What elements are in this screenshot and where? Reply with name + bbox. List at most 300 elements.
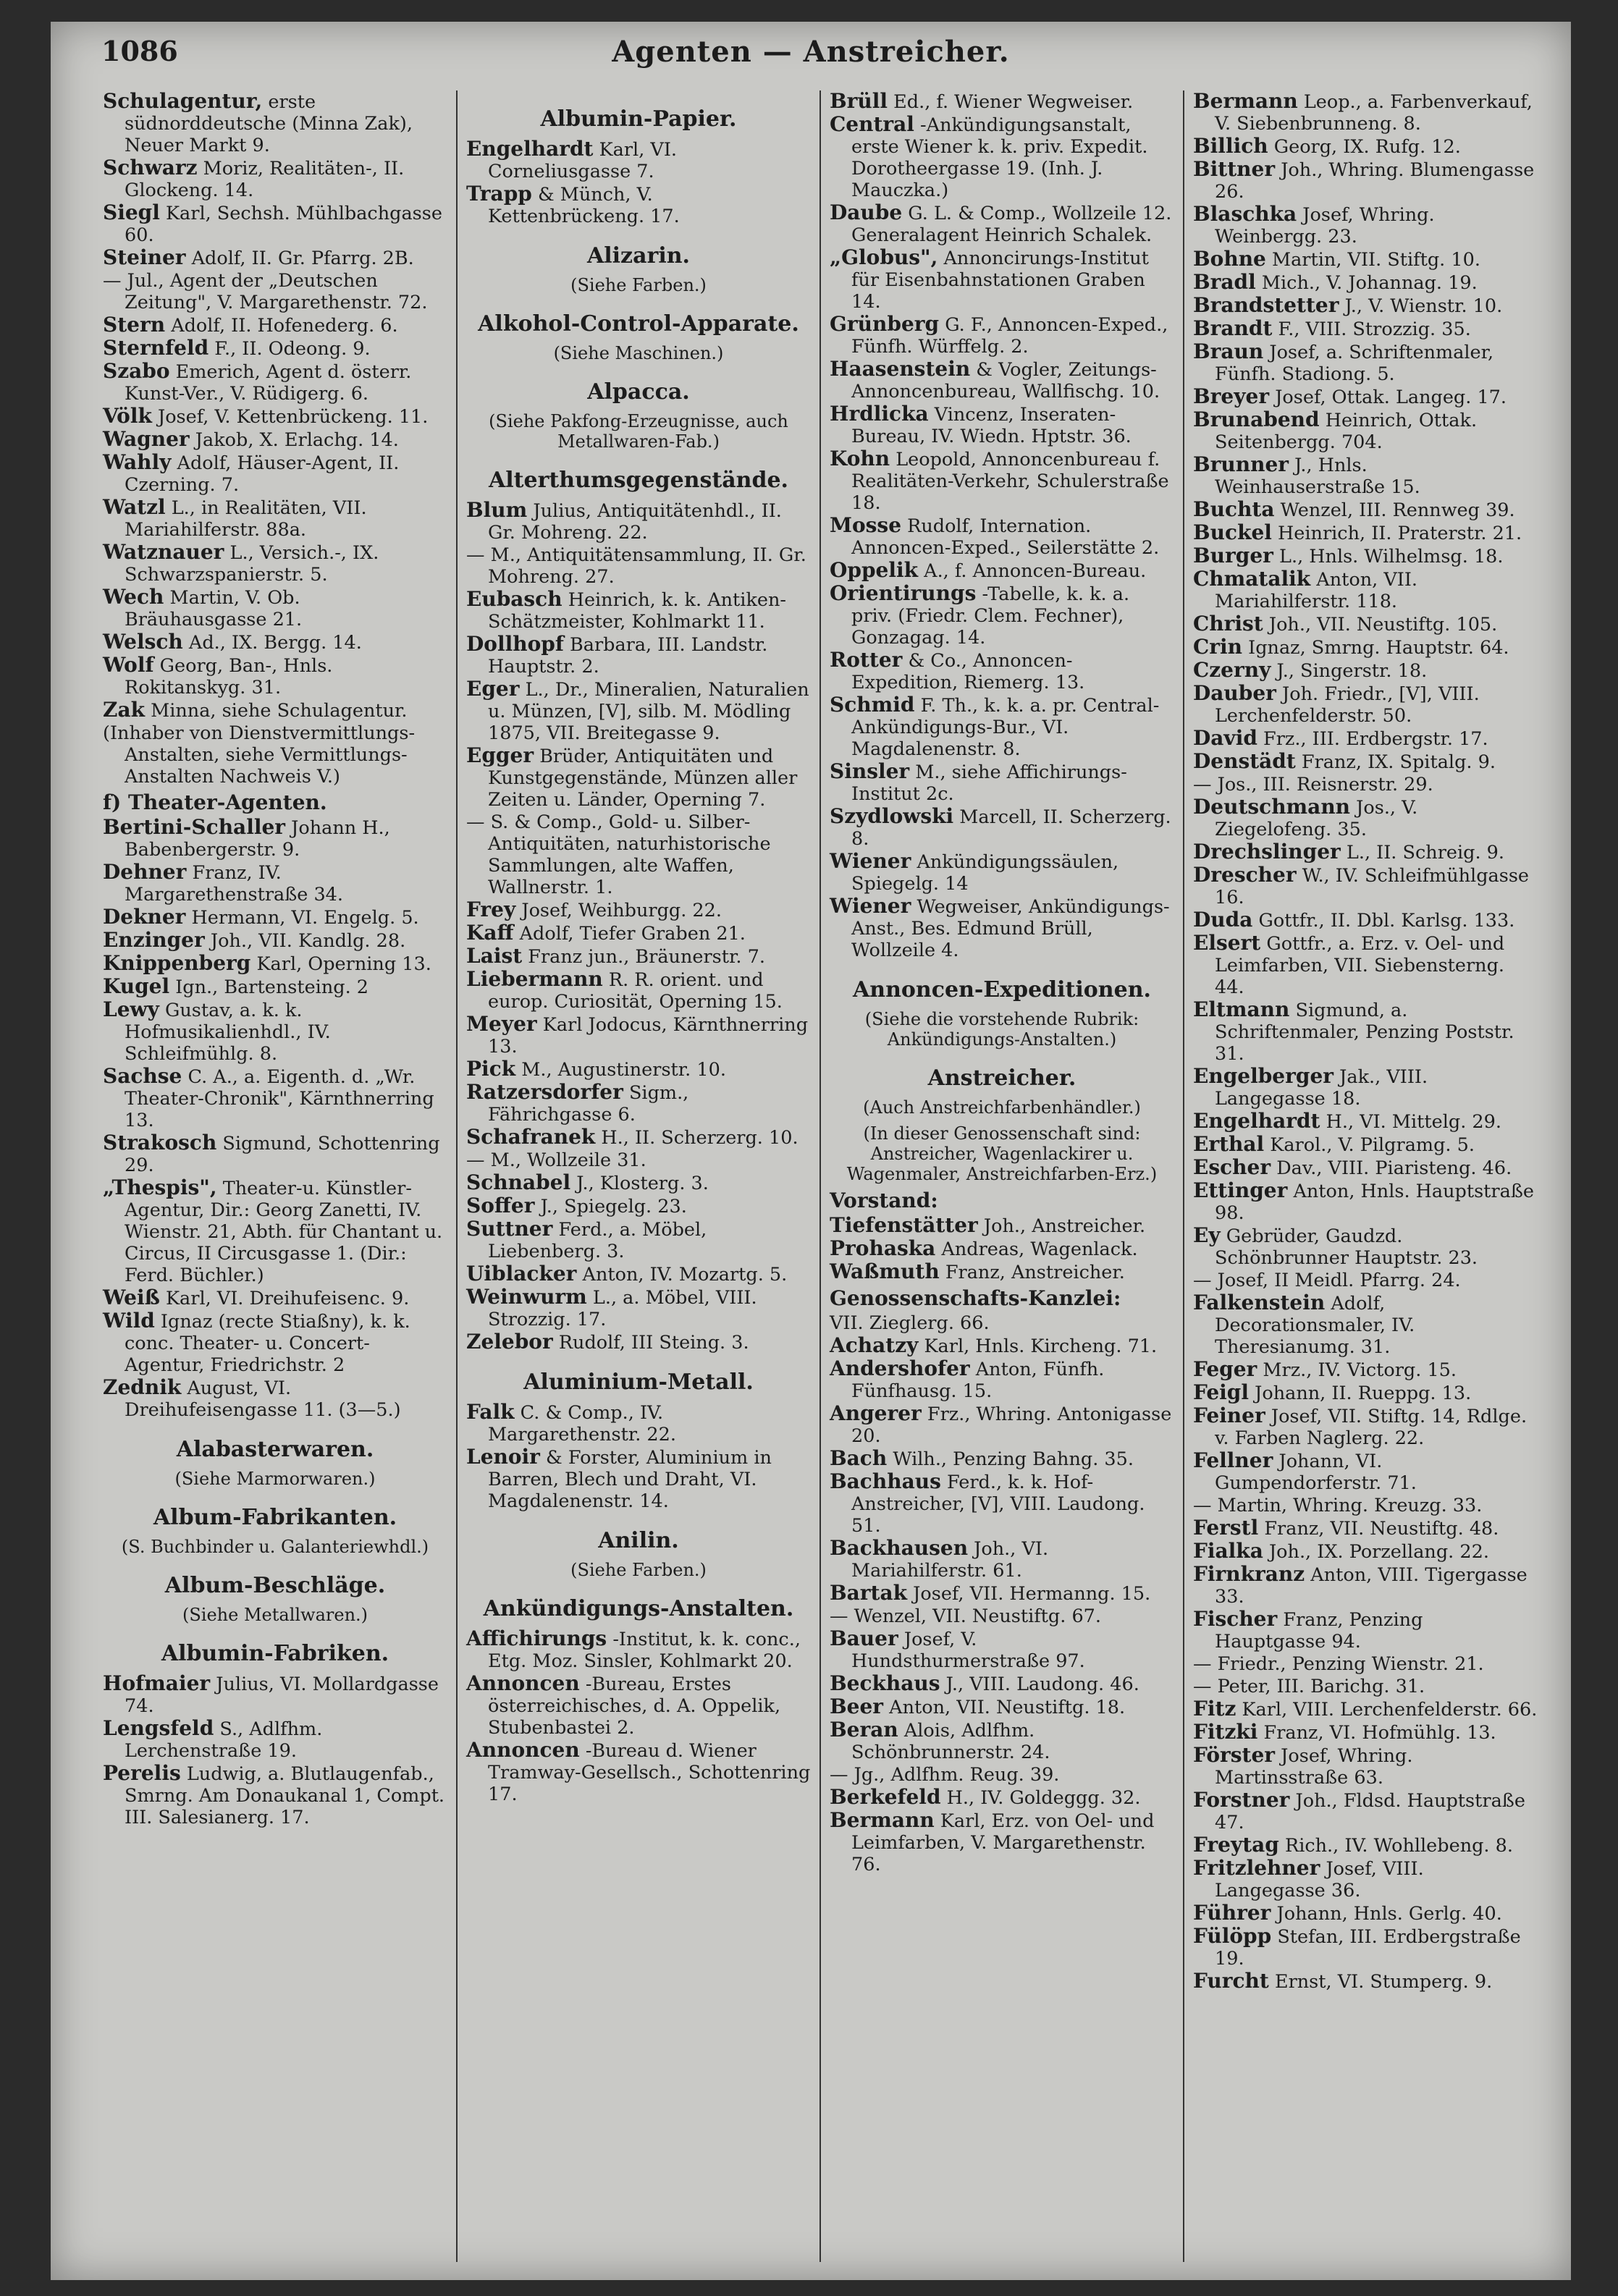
entry-details: Joh., IX. Porzellang. 22. [1268, 1541, 1489, 1563]
entry-details: -Ankündigungsanstalt, erste Wiener k. k. priv. Expedit. Dorotheergasse 19. (Inh. J. Mauczka.) [851, 114, 1148, 201]
entry-details: Karl, Erz. von Oel- und Leimfarben, V. Margarethenstr. 76. [851, 1810, 1155, 1875]
cross-reference-note: (Siehe Marmorwaren.) [174, 1469, 376, 1489]
entry-details: Mrz., IV. Victorg. 15. [1263, 1359, 1457, 1381]
entry-details: Georg, IX. Rufg. 12. [1273, 136, 1461, 158]
entry-details: Joh., VII. Kandlg. 28. [210, 930, 406, 952]
entry-name: Fitzki [1193, 1720, 1258, 1744]
directory-entry [830, 560, 1174, 582]
entry-details: Andreas, Wagenlack. [941, 1238, 1138, 1260]
directory-entry [1193, 659, 1539, 682]
entry-details: Annoncirungs-Institut für Eisenbahnstationen Graben 14. [851, 248, 1149, 313]
entry-name: Crin [1193, 635, 1243, 659]
entry-name: Dekner [103, 905, 186, 929]
entry-name: Brüll [830, 90, 888, 113]
directory-entry [103, 722, 447, 788]
subsection-heading: f) Theater-Agenten. [103, 790, 327, 814]
directory-entry [830, 694, 1174, 760]
entry-name: Bradl [1193, 270, 1256, 294]
directory-entry [830, 1696, 1174, 1718]
entry-name: Berkefeld [830, 1785, 941, 1809]
directory-entry [466, 1013, 811, 1058]
entry-details: Georg, Ban-, Hnls. Rokitanskyg. 31. [125, 655, 333, 698]
entry-name: Fitz [1193, 1697, 1236, 1721]
directory-entry [466, 745, 811, 811]
entry-name: Brandt [1193, 316, 1273, 340]
entry-details: Karol., V. Pilgramg. 5. [1270, 1134, 1475, 1156]
entry-details: Gebrüder, Gaudzd. Schönbrunner Hauptstr. 23. [1215, 1225, 1478, 1269]
entry-details: Sigmund, a. Schriftenmaler, Penzing Poststr. 31. [1215, 1000, 1514, 1065]
entry-details: Franz, VII. Neustiftg. 48. [1264, 1518, 1499, 1540]
entry-name: Firnkranz [1193, 1562, 1305, 1586]
entry-details: -Tabelle, k. k. a. priv. (Friedr. Clem. Fechner), Gonzagag. 14. [851, 583, 1130, 649]
entry-name: Elsert [1193, 931, 1261, 955]
entry-details: Dav., VIII. Piaristeng. 46. [1276, 1157, 1512, 1179]
entry-details: Adolf, II. Hofenederg. 6. [171, 315, 398, 337]
entry-name: Hofmaier [103, 1671, 211, 1695]
section-heading: Alpacca. [587, 379, 690, 405]
entry-details: Karl, VIII. Lerchenfelderstr. 66. [1242, 1699, 1538, 1721]
entry-name: Backhausen [830, 1536, 969, 1560]
directory-entry [830, 515, 1174, 559]
entry-name: Falk [466, 1400, 515, 1424]
directory-entry [1193, 1495, 1539, 1516]
entry-name: Fritzlehner [1193, 1856, 1320, 1880]
entry-details: Johann, VI. Gumpendorferstr. 71. [1215, 1451, 1417, 1494]
directory-entry [466, 945, 811, 968]
directory-entry [1193, 1653, 1539, 1675]
directory-entry [1193, 1857, 1539, 1902]
directory-entry [1193, 545, 1539, 567]
entry-details: Anton, Fünfh. Fünfhausg. 15. [851, 1359, 1105, 1402]
directory-entry [1193, 1970, 1539, 1993]
directory-entry [1193, 1270, 1539, 1291]
entry-details: Josef, VII. Stiftg. 14, Rdlge. v. Farben Naglerg. 22. [1215, 1406, 1528, 1449]
directory-entry [830, 761, 1174, 805]
directory-entry [1193, 409, 1539, 453]
directory-entry [103, 586, 447, 630]
directory-entry [1193, 774, 1539, 795]
entry-name: Eubasch [466, 587, 562, 611]
entry-name: Zednik [103, 1375, 182, 1399]
cross-reference-note: (In dieser Genossenschaft sind: Anstreicher, Wagenlackirer u. Wagenmaler, Anstreichfarben-Erz.) [846, 1123, 1158, 1184]
entry-name: Ettinger [1193, 1178, 1288, 1202]
entry-details: — M., Antiquitätensammlung, II. Gr. Mohreng. 27. [466, 544, 806, 588]
entry-name: Fellner [1193, 1448, 1273, 1472]
entry-details: Franz, IV. Margarethenstraße 34. [125, 862, 344, 906]
entry-details: Josef, V. Hundsthurmerstraße 97. [851, 1629, 1085, 1672]
directory-entry [1193, 271, 1539, 294]
entry-details: Rich., IV. Wohllebeng. 8. [1285, 1835, 1513, 1857]
entry-name: Falkenstein [1193, 1291, 1326, 1314]
entry-name: Waßmuth [830, 1259, 940, 1283]
entry-name: Czerny [1193, 658, 1271, 682]
entry-name: „Globus", [830, 245, 938, 269]
directory-entry [466, 1331, 811, 1354]
directory-entry [830, 649, 1174, 693]
entry-name: Buckel [1193, 520, 1272, 544]
entry-details: Julius, Antiquitätenhdl., II. Gr. Mohreng. 22. [488, 500, 782, 544]
directory-entry [1193, 1517, 1539, 1540]
entry-name: Trapp [466, 182, 532, 206]
entry-name: Ey [1193, 1223, 1221, 1247]
directory-entry [103, 247, 447, 269]
entry-name: Daube [830, 201, 903, 224]
entry-details: Jak., VIII. Langegasse 18. [1215, 1066, 1428, 1110]
entry-details: S., Adlfhm. Lerchenstraße 19. [125, 1718, 323, 1762]
directory-entry [466, 678, 811, 744]
section-heading: Alterthumsgegenstände. [489, 468, 788, 493]
directory-entry [1193, 203, 1539, 248]
directory-entry [103, 270, 447, 313]
entry-name: Frey [466, 898, 516, 921]
page-number: 1086 [101, 35, 178, 67]
entry-details: J., V. Wienstr. 10. [1344, 295, 1503, 317]
entry-details: Moriz, Realitäten-, II. Glockeng. 14. [125, 158, 405, 201]
directory-entry [1193, 1925, 1539, 1970]
entry-details: Karl, VI. Dreihufeisenc. 9. [166, 1288, 410, 1309]
section-heading: Aluminium-Metall. [523, 1369, 754, 1395]
directory-entry [1193, 295, 1539, 317]
entry-name: Breyer [1193, 384, 1270, 408]
cross-reference-note: (S. Buchbinder u. Galanteriewhdl.) [121, 1537, 429, 1557]
directory-entry [103, 314, 447, 337]
entry-name: Escher [1193, 1155, 1271, 1179]
entry-details: Ankündigungssäulen, Spiegelg. 14 [851, 851, 1119, 895]
entry-details: Anton, VII. Neustiftg. 18. [889, 1697, 1126, 1718]
cross-reference-note: (Siehe Farben.) [570, 1560, 707, 1580]
entry-details: L., II. Schreig. 9. [1346, 842, 1504, 864]
entry-details: Wenzel, III. Rennweg 39. [1280, 499, 1515, 521]
entry-name: Schnabel [466, 1170, 571, 1194]
entry-name: Völk [103, 404, 152, 428]
entry-name: Braun [1193, 339, 1264, 363]
entry-name: Rotter [830, 648, 903, 672]
entry-name: Chmatalik [1193, 567, 1311, 591]
directory-entry [1193, 341, 1539, 385]
running-title: Agenten — Anstreicher. [612, 35, 1010, 69]
entry-name: Engelhardt [466, 137, 594, 161]
entry-name: Hrdlicka [830, 402, 929, 426]
entry-details: Karl, Sechsh. Mühlbachgasse 60. [125, 203, 442, 246]
entry-name: Blaschka [1193, 202, 1297, 226]
directory-entry [103, 1673, 447, 1717]
entry-details: Franz, Anstreicher. [945, 1262, 1125, 1283]
entry-name: Beran [830, 1718, 898, 1742]
directory-entry [1193, 999, 1539, 1065]
entry-details: Theater-u. Künstler-Agentur, Dir.: Georg Zanetti, IV. Wienstr. 21, Abth. für Chantant u. Circus, II Circusgasse 1. (Dir.: Ferd. Büchler.) [125, 1178, 443, 1286]
directory-entry [830, 806, 1174, 850]
entry-name: Forstner [1193, 1788, 1290, 1812]
directory-entry [1193, 1359, 1539, 1381]
entry-details: Julius, VI. Mollardgasse 74. [125, 1674, 439, 1717]
entry-name: Enzinger [103, 928, 205, 952]
directory-entry [1193, 636, 1539, 659]
entry-name: Schwarz [103, 156, 198, 180]
directory-entry [466, 633, 811, 678]
entry-details: Hermann, VI. Engelg. 5. [191, 907, 419, 929]
cross-reference-note: (Siehe Maschinen.) [553, 343, 724, 363]
entry-details: J., VIII. Laudong. 46. [945, 1674, 1139, 1695]
column-2 [458, 90, 821, 2262]
entry-details: Martin, VII. Stiftg. 10. [1271, 249, 1480, 271]
column-1 [94, 90, 458, 2262]
entry-details: Joh. Friedr., [V], VIII. Lerchenfelderstr. 50. [1215, 683, 1480, 727]
entry-name: Eger [466, 677, 520, 701]
entry-name: Buchta [1193, 497, 1275, 521]
directory-entry [1193, 90, 1539, 135]
entry-details: Josef, Whring. Martinsstraße 63. [1215, 1745, 1413, 1789]
entry-name: Prohaska [830, 1236, 936, 1260]
directory-entry [1193, 499, 1539, 521]
directory-entry [830, 1673, 1174, 1695]
directory-entry [830, 247, 1174, 313]
section-heading: Album-Fabrikanten. [153, 1505, 397, 1530]
entry-details: Jos., V. Ziegelofeng. 35. [1215, 797, 1418, 840]
directory-entry [830, 1448, 1174, 1470]
entry-details: Stefan, III. Erdbergstraße 19. [1215, 1926, 1521, 1970]
entry-name: Mosse [830, 513, 902, 537]
entry-name: Meyer [466, 1012, 537, 1036]
directory-entry [1193, 159, 1539, 203]
directory-entry [1193, 1225, 1539, 1269]
entry-details: & Vogler, Zeitungs-Annoncenbureau, Wallfischg. 10. [851, 359, 1160, 402]
directory-entry [466, 1286, 811, 1330]
directory-entry [103, 631, 447, 654]
entry-name: Blum [466, 498, 528, 522]
entry-name: Förster [1193, 1743, 1276, 1767]
entry-name: Bertini-Schaller [103, 815, 286, 839]
entry-name: Feigl [1193, 1380, 1250, 1404]
directory-entry [830, 114, 1174, 201]
entry-details: M., Augustinerstr. 10. [521, 1059, 726, 1081]
entry-name: Orientirungs [830, 581, 977, 605]
entry-name: Bartak [830, 1581, 908, 1605]
entry-name: Sachse [103, 1064, 182, 1088]
entry-name: Engelberger [1193, 1064, 1334, 1088]
entry-details: J., Hnls. Weinhauserstraße 15. [1215, 455, 1420, 498]
entry-name: Denstädt [1193, 749, 1296, 773]
directory-entry [103, 929, 447, 952]
entry-details: J., Klosterg. 3. [576, 1173, 709, 1194]
entry-name: Erthal [1193, 1132, 1265, 1156]
entry-details: Josef, Weihburgg. 22. [521, 900, 722, 921]
section-heading: Ankündigungs-Anstalten. [483, 1596, 794, 1621]
entry-details: & Co., Annoncen-Expedition, Riemerg. 13. [851, 650, 1085, 693]
directory-entry [1193, 386, 1539, 408]
entry-name: Andershofer [830, 1356, 970, 1380]
section-heading: Anstreicher. [927, 1065, 1076, 1091]
section-heading: Anilin. [598, 1528, 679, 1553]
directory-entry [1193, 1405, 1539, 1449]
directory-entry [1193, 318, 1539, 340]
directory-entry [830, 1358, 1174, 1402]
entry-details: — Friedr., Penzing Wienstr. 21. [1193, 1653, 1484, 1675]
entry-name: Lengsfeld [103, 1716, 214, 1740]
directory-entry [466, 1081, 811, 1126]
directory-entry [466, 1673, 811, 1739]
directory-entry [1193, 135, 1539, 158]
entry-details: & Münch, V. Kettenbrückeng. 17. [488, 184, 680, 227]
directory-entry [830, 1537, 1174, 1582]
directory-entry [830, 851, 1174, 895]
entry-name: Christ [1193, 612, 1263, 636]
entry-name: Brandstetter [1193, 293, 1339, 317]
entry-name: Duda [1193, 908, 1253, 932]
entry-name: Weinwurm [466, 1285, 587, 1309]
entry-name: Engelhardt [1193, 1109, 1320, 1133]
entry-details: — Josef, II Meidl. Pfarrg. 24. [1193, 1270, 1461, 1291]
cross-reference-note: (Siehe Farben.) [570, 275, 707, 295]
directory-entry [466, 1126, 811, 1149]
directory-entry [466, 1401, 811, 1445]
directory-entry [1193, 683, 1539, 727]
entry-details: Karl, VI. Corneliusgasse 7. [488, 139, 678, 182]
entry-details: Joh., Whring. Blumengasse 26. [1215, 159, 1535, 203]
entry-details: Josef, Whring. Weinbergg. 23. [1215, 204, 1435, 248]
directory-entry [1193, 1540, 1539, 1563]
entry-name: Egger [466, 743, 534, 767]
directory-entry [103, 497, 447, 541]
entry-name: Drechslinger [1193, 840, 1341, 864]
directory-entry [830, 1312, 1174, 1334]
entry-details: Adolf, Häuser-Agent, II. Czerning. 7. [125, 452, 400, 496]
entry-name: Deutschmann [1193, 795, 1351, 819]
directory-entry [1193, 1608, 1539, 1653]
entry-details: Wilh., Penzing Bahng. 35. [893, 1448, 1134, 1470]
entry-name: Central [830, 112, 914, 136]
directory-entry [1193, 841, 1539, 864]
entry-details: — M., Wollzeile 31. [466, 1149, 646, 1171]
entry-name: Kaff [466, 921, 514, 945]
directory-entry [103, 157, 447, 201]
entry-details: -Institut, k. k. conc., Etg. Moz. Sinsler, Kohlmarkt 20. [488, 1629, 801, 1672]
directory-entry [830, 1261, 1174, 1283]
entry-name: Fischer [1193, 1607, 1278, 1631]
entry-details: L., a. Möbel, VIII. Strozzig. 17. [488, 1287, 757, 1330]
entry-details: Heinrich, k. k. Antiken-Schätzmeister, Kohlmarkt 11. [488, 589, 787, 633]
directory-entry [830, 1215, 1174, 1237]
entry-details: Jakob, X. Erlachg. 14. [195, 429, 399, 451]
entry-details: J., Spiegelg. 23. [540, 1196, 687, 1217]
entry-name: Pick [466, 1057, 516, 1081]
entry-details: Martin, V. Ob. Bräuhausgasse 21. [125, 587, 303, 630]
entry-details: Ad., IX. Bergg. 14. [188, 632, 362, 654]
entry-name: Affichirungs [466, 1626, 607, 1650]
entry-details: Wegweiser, Ankündigungs-Anst., Bes. Edmund Brüll, Wollzeile 4. [851, 896, 1170, 961]
entry-name: Wiener [830, 849, 911, 873]
column-3 [821, 90, 1184, 2262]
cross-reference-note: (Siehe die vorstehende Rubrik: Ankündigungs-Anstalten.) [864, 1009, 1139, 1050]
directory-entry [466, 588, 811, 633]
entry-details: Rudolf, III Steing. 3. [558, 1332, 749, 1354]
entry-details: Anton, VIII. Tigergasse 33. [1215, 1564, 1528, 1608]
entry-name: Bach [830, 1446, 888, 1470]
entry-details: erste südnorddeutsche (Minna Zak), Neuer Markt 9. [125, 91, 413, 156]
entry-details: L., Dr., Mineralien, Naturalien u. Münzen, [V], silb. M. Mödling 1875, VII. Breitegasse 9. [488, 679, 809, 744]
section-heading: Alizarin. [586, 243, 690, 269]
entry-details: Gustav, a. k. k. Hofmusikalienhdl., IV. Schleifmühlg. 8. [125, 1000, 331, 1065]
section-heading: Album-Beschläge. [164, 1573, 386, 1598]
entry-details: Anton, VII. Mariahilferstr. 118. [1215, 569, 1418, 612]
entry-name: Wagner [103, 427, 190, 451]
entry-name: Beckhaus [830, 1671, 940, 1695]
entry-details: L., Versich.-, IX. Schwarzspanierstr. 5. [125, 542, 379, 586]
directory-entry [1193, 1382, 1539, 1404]
entry-details: — Martin, Whring. Kreuzg. 33. [1193, 1495, 1483, 1516]
entry-name: Kugel [103, 974, 170, 998]
entry-details: Franz, VI. Hofmühlg. 13. [1263, 1722, 1496, 1744]
entry-details: H., II. Scherzerg. 10. [601, 1127, 799, 1149]
entry-name: Tiefenstätter [830, 1213, 978, 1237]
entry-details: & Forster, Aluminium in Barren, Blech und Draht, VI. Magdalenenstr. 14. [488, 1447, 772, 1512]
entry-name: Perelis [103, 1761, 181, 1785]
directory-entry [1193, 1721, 1539, 1744]
directory-entry [103, 360, 447, 405]
directory-entry [830, 202, 1174, 246]
directory-entry [830, 1764, 1174, 1786]
entry-details: -Bureau d. Wiener Tramway-Gesellsch., Schottenring 17. [488, 1740, 811, 1805]
entry-details: Heinrich, II. Praterstr. 21. [1278, 523, 1522, 544]
directory-entry [830, 1786, 1174, 1809]
entry-details: L., Hnls. Wilhelmsg. 18. [1279, 546, 1504, 567]
directory-entry [103, 953, 447, 975]
entry-details: — Jul., Agent der „Deutschen Zeitung", V. Margarethenstr. 72. [103, 270, 428, 313]
cross-reference-note: (Siehe Metallwaren.) [182, 1605, 368, 1625]
entry-details: Johann, Hnls. Gerlg. 40. [1276, 1903, 1502, 1925]
entry-name: Szabo [103, 359, 170, 383]
directory-entry [1193, 522, 1539, 544]
entry-details: Ignaz (recte Stiaßny), k. k. conc. Theater- u. Concert-Agentur, Friedrichstr. 2 [125, 1311, 410, 1376]
directory-entry [103, 699, 447, 722]
entry-details: H., IV. Goldeggg. 32. [946, 1787, 1141, 1809]
entry-details: — Wenzel, VII. Neustiftg. 67. [830, 1605, 1102, 1627]
directory-entry [466, 1446, 811, 1512]
entry-details: Ernst, VI. Stumperg. 9. [1274, 1971, 1493, 1993]
entry-details: Frz., III. Erdbergstr. 17. [1263, 728, 1488, 750]
entry-details: Johann H., Babenbergerstr. 9. [125, 817, 390, 861]
entry-details: M., siehe Affichirungs-Institut 2c. [851, 761, 1127, 805]
entry-details: Ferd., a. Möbel, Liebenberg. 3. [488, 1219, 707, 1262]
entry-name: Eltmann [1193, 997, 1290, 1021]
directory-entry [466, 1149, 811, 1171]
entry-name: Stern [103, 313, 166, 337]
directory-entry [103, 202, 447, 246]
directory-entry [103, 1132, 447, 1176]
entry-details: Frz., Whring. Antonigasse 20. [851, 1404, 1172, 1447]
entry-name: Liebermann [466, 967, 603, 991]
directory-entry [1193, 1563, 1539, 1608]
directory-entry [466, 1628, 811, 1672]
entry-details: Adolf, Decorationsmaler, IV. Theresianumg. 31. [1215, 1293, 1415, 1358]
entry-name: Ferstl [1193, 1516, 1259, 1540]
entry-name: Wolf [103, 653, 154, 677]
entry-details: Ferd., k. k. Hof-Anstreicher, [V], VIII. Laudong. 51. [851, 1472, 1145, 1537]
entry-name: Laist [466, 944, 523, 968]
directory-entry [830, 1238, 1174, 1260]
directory-entry [1193, 568, 1539, 612]
entry-details: G. L. & Comp., Wollzeile 12. Generalagent Heinrich Schalek. [851, 203, 1172, 246]
entry-name: Bermann [830, 1808, 935, 1832]
entry-name: Steiner [103, 245, 186, 269]
directory-entry [1193, 796, 1539, 840]
entry-details: Josef, VII. Hermanng. 15. [913, 1583, 1151, 1605]
entry-name: Freytag [1193, 1833, 1279, 1857]
directory-entry [830, 1605, 1174, 1627]
entry-details: Anton, IV. Mozartg. 5. [582, 1264, 788, 1286]
directory-entry [466, 1172, 811, 1194]
entry-name: Szydlowski [830, 804, 954, 828]
directory-entry [1193, 248, 1539, 271]
